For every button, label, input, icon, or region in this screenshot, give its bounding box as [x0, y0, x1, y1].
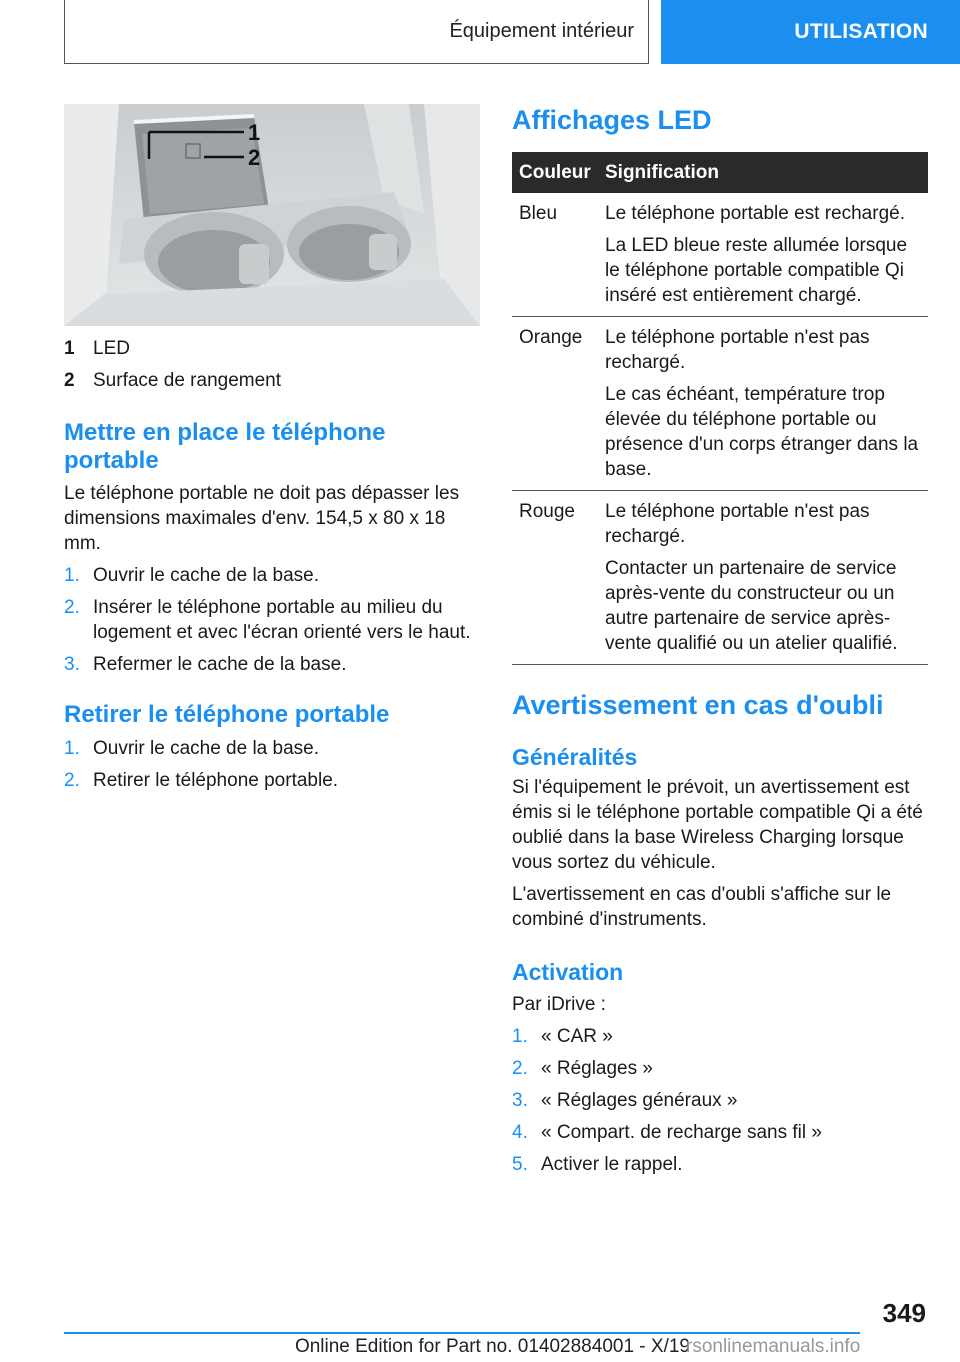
step-number: 5. — [512, 1154, 528, 1175]
meaning-line: Contacter un partenaire de service après-vente du constructeur ou un autre partenaire de service après-vente qualifié ou un atelier qualifié. — [605, 558, 898, 654]
step-number: 4. — [512, 1122, 528, 1143]
meaning-line: Le téléphone portable n'est pas rechargé. — [605, 501, 870, 547]
list-item — [512, 1120, 928, 1145]
right-column — [512, 104, 928, 1177]
section-title: Équipement intérieur — [449, 20, 634, 42]
step-number: 2. — [64, 770, 80, 791]
activation-intro: Par iDrive : — [512, 994, 606, 1015]
header-color: Couleur — [512, 152, 598, 193]
legend-number: 1 — [64, 338, 75, 359]
general-paragraph-1: Si l'équipement le prévoit, un avertissement est émis si le téléphone portable compatible Qi a été oublié dans la base Wireless Charging lorsque vous sortez du véhicule. — [512, 777, 923, 873]
list-item — [64, 768, 480, 793]
page-number: 349 — [882, 1298, 926, 1328]
legend-label: LED — [93, 338, 130, 359]
step-text: « Réglages » — [541, 1058, 653, 1079]
activation-heading: Activation — [512, 959, 624, 985]
callout-1: 1 — [248, 120, 261, 145]
step-text: Retirer le téléphone portable. — [93, 770, 339, 791]
insert-phone-steps — [64, 563, 480, 677]
legend-label: Surface de rangement — [93, 370, 282, 391]
led-color: Orange — [512, 317, 598, 491]
tray-illustration — [64, 104, 480, 326]
list-item — [64, 652, 480, 677]
figure-legend — [64, 336, 480, 393]
insert-phone-intro: Le téléphone portable ne doit pas dépasser les dimensions maximales d'env. 154,5 x 80 x 18 mm. — [64, 483, 460, 554]
insert-phone-heading: Mettre en place le téléphone portable — [64, 419, 386, 474]
led-meaning — [598, 491, 928, 665]
list-item — [64, 736, 480, 761]
callout-2: 2 — [248, 145, 261, 170]
remove-phone-heading: Retirer le téléphone portable — [64, 701, 390, 728]
step-number: 1. — [64, 565, 80, 586]
table-row — [512, 491, 928, 665]
step-text: « Compart. de recharge sans fil » — [541, 1122, 822, 1143]
step-text: Ouvrir le cache de la base. — [93, 565, 320, 586]
step-number: 1. — [64, 738, 80, 759]
step-text: « Réglages généraux » — [541, 1090, 738, 1111]
step-number: 1. — [512, 1026, 528, 1047]
step-number: 3. — [512, 1090, 528, 1111]
step-text: Refermer le cache de la base. — [93, 654, 347, 675]
meaning-line: Le cas échéant, température trop élevée du téléphone portable ou présence d'un corps étranger dans la base. — [605, 384, 919, 480]
general-heading: Généralités — [512, 744, 638, 770]
list-item — [512, 1056, 928, 1081]
step-number: 2. — [64, 597, 80, 618]
general-paragraph-2: L'avertissement en cas d'oubli s'affiche sur le combiné d'instruments. — [512, 884, 892, 930]
led-meaning — [598, 193, 928, 317]
section-header — [64, 0, 649, 64]
edition-note: Online Edition for Part no. 01402884001 - X/19 — [294, 1336, 690, 1357]
legend-item — [64, 336, 480, 361]
footer-divider — [64, 1332, 860, 1334]
led-color: Bleu — [512, 193, 598, 317]
table-row — [512, 193, 928, 317]
step-text: « CAR » — [541, 1026, 613, 1047]
step-number: 2. — [512, 1058, 528, 1079]
led-heading: Affichages LED — [512, 105, 712, 135]
table-row — [512, 317, 928, 491]
step-number: 3. — [64, 654, 80, 675]
reminder-heading: Avertissement en cas d'oubli — [512, 690, 884, 720]
meaning-line: La LED bleue reste allumée lorsque le téléphone portable compatible Qi inséré est entièrement chargé. — [605, 235, 908, 306]
led-table — [512, 152, 928, 665]
chapter-tab — [661, 0, 960, 64]
chapter-title: UTILISATION — [794, 20, 928, 43]
left-column — [64, 104, 480, 793]
activation-steps — [512, 1024, 928, 1177]
table-header-row — [512, 152, 928, 193]
led-meaning — [598, 317, 928, 491]
legend-item — [64, 368, 480, 393]
header-meaning: Signification — [598, 152, 928, 193]
list-item — [512, 1088, 928, 1113]
list-item — [64, 595, 480, 645]
step-text: Ouvrir le cache de la base. — [93, 738, 320, 759]
wireless-charging-tray-photo — [64, 104, 480, 326]
step-text: Activer le rappel. — [541, 1154, 683, 1175]
legend-number: 2 — [64, 370, 75, 391]
step-text: Insérer le téléphone portable au milieu du logement et avec l'écran orienté vers le haut. — [93, 597, 471, 643]
list-item — [64, 563, 480, 588]
list-item — [512, 1024, 928, 1049]
meaning-line: Le téléphone portable est rechargé. — [605, 203, 905, 224]
remove-phone-steps — [64, 736, 480, 793]
list-item — [512, 1152, 928, 1177]
led-color: Rouge — [512, 491, 598, 665]
meaning-line: Le téléphone portable n'est pas rechargé. — [605, 327, 870, 373]
watermark: rsonlinemanuals.info — [686, 1336, 861, 1357]
